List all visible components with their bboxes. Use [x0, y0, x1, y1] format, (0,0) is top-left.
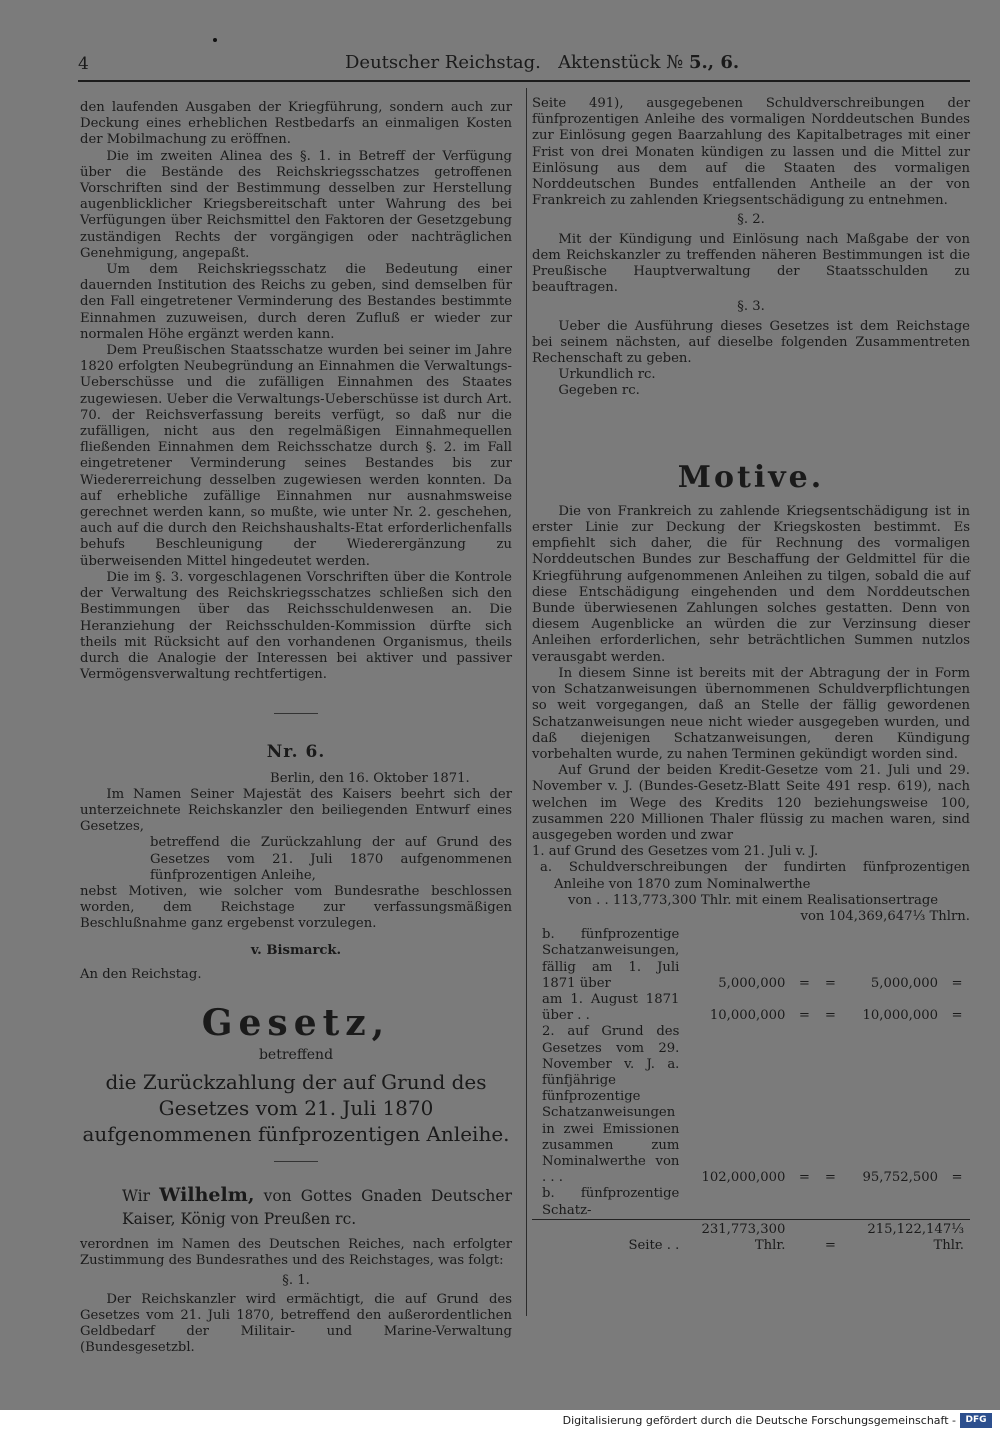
table-row [532, 1186, 970, 1219]
table-cell: 102,000,000 [701, 1170, 786, 1186]
page-number: 4 [78, 54, 89, 74]
list-item-value: von 104,369,647⅓ Thlrn. [800, 908, 970, 924]
list-item-value: von . . 113,773,300 Thlr. mit einem Realisationsertrage [568, 892, 939, 908]
dateline: Berlin, den 16. Oktober 1871. [270, 770, 470, 786]
paragraph: In diesem Sinne ist bereits mit der Abtragung der in Form von Schatzanweisungen übernommenen Schuldverpflichtungen so weit vorgegangen, daß an Stelle der fällig gewordenen Schatzanweisungen neue nicht wieder ausgegeben wurden, und daß diejenigen Schatzanweisungen, deren Kündigung vorbehalten wurde, zu nahen Terminen gekündigt worden sind. [532, 665, 970, 762]
emperor-name: Wilhelm, [159, 1184, 255, 1207]
paragraph: Ueber die Ausführung dieses Gesetzes ist dem Reichstage bei seinem nächsten, auf dieselbe folgenden Zusammentreten Rechenschaft zu geben. [532, 318, 970, 367]
ditto-mark: = [817, 1219, 843, 1254]
table-label: am 1. August 1871 über . . [542, 991, 680, 1024]
section-number: §. 1. [282, 1272, 310, 1288]
dfg-logo: DFG [960, 1413, 992, 1428]
ditto-mark: = [824, 1170, 836, 1186]
paragraph: Auf Grund der beiden Kredit-Gesetze vom 21. Juli und 29. November v. J. (Bundes-Gesetz-Blatt Seite 491 resp. 619), nach welchen im Wege des Kredits 120 beziehungsweise 100, zusammen 220 Millionen Thaler flüssig zu machen waren, sind ausgegeben worden und zwar [532, 763, 970, 843]
paragraph: den laufenden Ausgaben der Kriegführung, sondern auch zur Deckung eines erheblichen Restbedarfs an einmaligen Kosten der Mobilmachung zu eröffnen. [80, 100, 512, 148]
paragraph: Seite 491), ausgegebenen Schuldverschreibungen der fünfprozentigen Anleihe des vormaligen Norddeutschen Bundes zur Einlösung gegen Baarzahlung des Kapitalbetrages mit einer Frist von drei Monaten kündigen zu lassen und die Mittel zur Einlösung aus dem auf die Staaten des vormaligen Norddeutschen Bundes entfallenden Antheile an der von Frankreich zu zahlenden Kriegsentschädigung zu entnehmen. [532, 96, 970, 209]
section-divider [274, 713, 318, 714]
ditto-mark: = [798, 975, 810, 991]
left-column [80, 100, 512, 1357]
table-cell: 10,000,000 [709, 1008, 786, 1024]
table-row [532, 1024, 970, 1186]
header-rule [78, 80, 970, 82]
ditto-mark: = [824, 975, 836, 991]
motive-heading: Motive. [677, 459, 825, 495]
running-title: Deutscher Reichstag. [345, 52, 541, 73]
gesetz-title: die Zurückzahlung der auf Grund des Gesetzes vom 21. Juli 1870 aufgenommenen fünfprozentigen Anleihe. [82, 1070, 510, 1147]
addressee: An den Reichstag. [80, 966, 202, 982]
gesetz-heading: Gesetz, [201, 1001, 391, 1044]
loan-table [532, 927, 970, 1254]
ditto-mark: = [798, 1008, 810, 1024]
footer-bar [0, 1410, 1000, 1432]
column-divider [526, 88, 527, 1316]
paragraph: Der Reichskanzler wird ermächtigt, die auf Grund des Gesetzes vom 21. Juli 1870, betreffend den außerordentlichen Geldbedarf der Militair- und Marine-Verwaltung (Bundesgesetzbl. [80, 1291, 512, 1356]
right-column [532, 96, 970, 1254]
paragraph: nebst Motiven, wie solcher vom Bundesrathe beschlossen worden, dem Reichstage zur verfassungsmäßigen Beschlußnahme ganz ergebenst vorzulegen. [80, 883, 512, 932]
table-row [532, 992, 970, 1024]
paragraph: Die im zweiten Alinea des §. 1. in Betreff der Verfügung über die Bestände des Reichskriegsschatzes getroffenen Vorschriften sind der Bestimmung desselben zur Herstellung augenblicklicher Kriegsbereitschaft unter Wahrung des bei Verfügungen über Reichsmittel den Faktoren der Gesetzgebung zuständigen Rechts der vorgängigen oder nachträglichen Genehmigung, angepaßt. [80, 148, 512, 261]
table-label: 2. auf Grund des Gesetzes vom 29. November v. J. a. fünfjährige fünfprozentige Schatzanweisungen in zwei Emissionen zusammen zum Nominalwerthe von . . . [542, 1024, 680, 1186]
document-number-heading: Nr. 6. [266, 742, 326, 763]
akten-numbers: 5., 6. [689, 52, 740, 73]
table-cell: 5,000,000 [870, 975, 938, 991]
ditto-mark: = [824, 1008, 836, 1024]
footer-credit: Digitalisierung gefördert durch die Deutsche Forschungsgemeinschaft - [562, 1414, 956, 1427]
table-cell: 10,000,000 [862, 1008, 938, 1024]
wir-pre: Wir [122, 1187, 151, 1206]
paragraph: Die von Frankreich zu zahlende Kriegsentschädigung ist in erster Linie zur Deckung der Kriegskosten bestimmt. Es empfiehlt sich daher, die für Rechnung des vormaligen Norddeutschen Bundes zur Beschaffung der Geldmittel für die Kriegführung aufgenommenen Anleihen zu tilgen, sobald die auf diese Entschädigung eingehenden und dem Norddeutschen Bunde überwiesenen Zahlungen solches gestatten. Denn von diesem Augenblicke an würden die zur Verzinsung dieser Anleihen erforderlichen, sehr beträchtlichen Summen nutzlos verausgabt werden. [532, 503, 970, 665]
paragraph: Um dem Reichskriegsschatz die Bedeutung einer dauernden Institution des Reichs zu geben, sind demselben für den Fall eingetretener Verminderung des Bestandes bestimmte Einnahmen zuzuweisen, durch deren Zufluß er wieder zur normalen Höhe ergänzt werden kann. [80, 262, 512, 342]
list-item: 1. auf Grund des Gesetzes vom 21. Juli v. J. [532, 844, 819, 860]
royal-preamble [80, 1184, 512, 1231]
closing-formula: Urkundlich rc. [558, 367, 656, 383]
table-label: Seite . . [532, 1219, 679, 1254]
paragraph: Die im §. 3. vorgeschlagenen Vorschriften über die Kontrole der Verwaltung des Reichskriegsschatzes schließen sich den Bestimmungen über das Reichsschuldenwesen an. Die Heranziehung der Reichsschulden-Kommission dürfte sich theils mit Rücksicht auf den vorhandenen Organismus, theils durch die Analogie der Interessen bei aktiver und passiver Vermögensverwaltung rechtfertigen. [80, 569, 512, 683]
table-total: 215,122,147⅓ Thlr. [843, 1219, 970, 1254]
table-cell: 95,752,500 [862, 1170, 938, 1186]
betreffend-block: betreffend die Zurückzahlung der auf Grund des Gesetzes vom 21. Juli 1870 aufgenommenen fünfprozentigen Anleihe, [150, 835, 512, 883]
betreffend-label: betreffend [258, 1046, 334, 1063]
running-header [345, 52, 739, 73]
scan-speck [213, 38, 217, 42]
paragraph: verordnen im Namen des Deutschen Reiches, nach erfolgter Zustimmung des Bundesrathes und des Reichstages, was folgt: [80, 1237, 512, 1269]
table-cell: 5,000,000 [718, 975, 786, 991]
signature: v. Bismarck. [250, 942, 342, 958]
ditto-mark: = [951, 975, 963, 991]
ditto-mark: = [951, 1008, 963, 1024]
title-divider [274, 1161, 318, 1162]
closing-formula: Gegeben rc. [558, 383, 640, 399]
table-label: b. fünfprozentige Schatzanweisungen, fällig am 1. Juli 1871 über [542, 927, 680, 991]
intro-paragraph: Im Namen Seiner Majestät des Kaisers beehrt sich der unterzeichnete Reichskanzler den beiliegenden Entwurf eines Gesetzes, [80, 786, 512, 835]
list-item: a. Schuldverschreibungen der fundirten fünfprozentigen Anleihe von 1870 zum Nominalwerthe [540, 860, 970, 892]
table-total-row [532, 1219, 970, 1254]
section-number: §. 3. [737, 299, 765, 315]
ditto-mark: = [951, 1170, 963, 1186]
table-total: 231,773,300 Thlr. [679, 1219, 791, 1254]
ditto-mark: = [798, 1170, 810, 1186]
section-number: §. 2. [737, 212, 765, 228]
table-row [532, 927, 970, 992]
akten-label: Aktenstück № [558, 52, 684, 73]
table-label: b. fünfprozentige Schatz- [542, 1186, 680, 1218]
wir-post: von Gottes Gnaden Deutscher Kaiser, König von Preußen rc. [122, 1187, 512, 1229]
paragraph: Dem Preußischen Staatsschatze wurden bei seiner im Jahre 1820 erfolgten Neubegründung an Einnahmen die Verwaltungs-Ueberschüsse und die zufälligen Einnahmen des Staates zugewiesen. Ueber die Verwaltungs-Ueberschüsse ist durch Art. 70. der Reichsverfassung bereits verfügt, so daß nur die zufälligen, nicht aus den regelmäßigen Einnahmequellen fließenden Einnahmen dem Reichsschatze durch §. 2. im Fall eingetretener Verminderung seines Bestandes bis zur Wiedererreichung desselben zugewiesen werden konnten. Da auf erhebliche zufällige Einnahmen nur ausnahmsweise gerechnet werden kann, so mußte, wie unter Nr. 2. geschehen, auch auf die durch den Reichshaushalts-Etat erforderlichenfalls behufs Beschleunigung der Wiederergänzung zu überweisenden Mittel hingedeutet werden. [80, 343, 512, 569]
paragraph: Mit der Kündigung und Einlösung nach Maßgabe der von dem Reichskanzler zu treffenden näheren Bestimmungen ist die Preußische Hauptverwaltung der Staatsschulden zu beauftragen. [532, 231, 970, 296]
